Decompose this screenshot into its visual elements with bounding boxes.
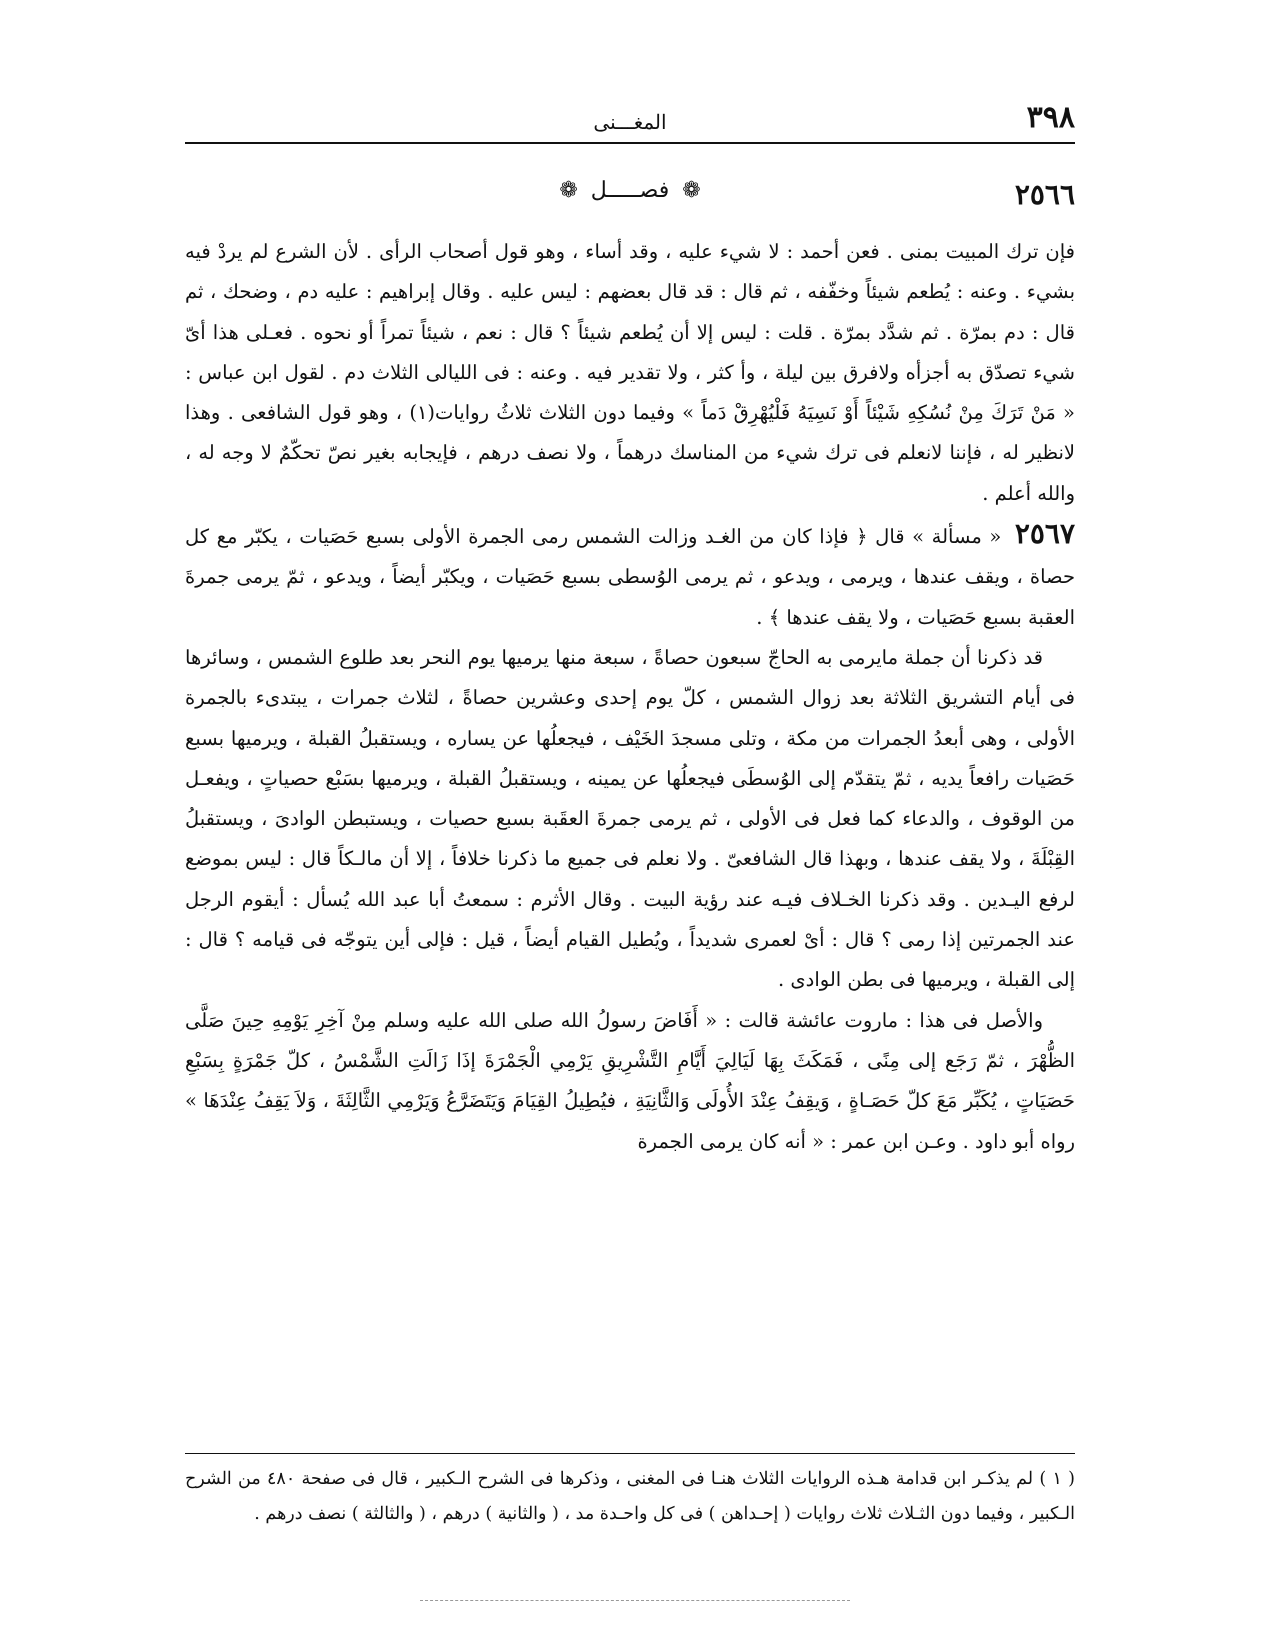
paragraph-text: « مسألة » قال ﴿ فإذا كان من الغـد وزالت الشمس رمى الجمرة الأولى بسبع حَصَيات ، يكبّر مع كل حصاة ، ويقف عندها ، ويرمى ، ويدعو ، ثم يرمى الوُسطى بسبع حَصَيات ، ويكبّر أيضاً ، ويدعو ، ثمّ يرمى جمرةَ العقبة بسبع حَصَيات ، ولا يقف عندها ﴾ . [185,525,1075,629]
paragraph [185,232,1075,514]
paragraph-text: فإن ترك المبيت بمنى . فعن أحمد : لا شيء عليه ، وقد أساء ، وهو قول أصحاب الرأى . لأن الشرع لم يردْ فيه بشيء . وعنه : يُطعم شيئاً وخفّفه ، ثم قال : قد قال بعضهم : ليس عليه . وقال إبراهيم : عليه دم ، وضحك ، ثم قال : دم بمرّة . ثم شدَّد بمرّة . قلت : ليس إلا أن يُطعم شيئاً ؟ قال : نعم ، شيئاً تمراً أو نحوه . فعـلى هذا أىّ شيء تصدّق به أجزأه ولافرق بين ليلة ، وأ كثر ، ولا تقدير فيه . وعنه : فى الليالى الثلاث دم . لقول ابن عباس : « مَنْ تَرَكَ مِنْ نُسُكِهِ شَيْئاً أَوْ نَسِيَهُ فَلْيُهْرِقْ دَماً » وفيما دون الثلاث ثلاثُ روايات(١) ، وهو قول الشافعى . وهذا لانظير له ، فإننا لانعلم فى ترك شيء من المناسك درهماً ، ولا نصف درهم ، فإيجابه بغير نصّ تحكّمٌ لا وجه له ، والله أعلم . [185,240,1075,505]
footnote-rule [185,1453,1075,1454]
section-title: فصـــــل [590,178,670,203]
paragraph-text: والأصل فى هذا : ماروت عائشة قالت : « أَفَاضَ رسولُ الله صلى الله عليه وسلم مِنْ آخِرِ يَوْمِهِ حِينَ صَلَّى الظُّهْرَ ، ثمّ رَجَع إلى مِنًى ، فَمَكَثَ بِهَا لَيَالِيَ أَيَّامِ التَّشْرِيقِ يَرْمِي الْجَمْرَةَ إذَا زَالَتِ الشَّمْسُ ، كلّ جَمْرَةٍ بِسَبْعِ حَصَيَاتٍ ، يُكَبِّر مَعَ كلّ حَصَـاةٍ ، وَيقِفُ عِنْدَ الأُولَى وَالثَّانِيَةِ ، فيُطِيلُ القِيَامَ وَيَتَضَرَّعُ وَيَرْمِي الثَّالِثَةَ ، وَلاَ يَقِفُ عِنْدَهَا » رواه أبو داود . وعـن ابن عمر : « أنه كان يرمى الجمرة [185,1008,1075,1153]
section-number: ٢٥٦٦ [1014,178,1075,211]
header-rule [185,142,1075,144]
page-number: ٣٩٨ [1026,100,1075,135]
section-title-wrap [185,178,1075,203]
issue-number: ٢٥٦٧ [1014,517,1075,551]
paragraph [185,638,1075,1001]
section-heading [185,178,1075,218]
footnote-text: ( ١ ) لم يذكـر ابن قدامة هـذه الروايات الثلاث هنـا فى المغنى ، وذكرها فى الشرح الـكبير ، قال فى صفحة ٤٨٠ من الشرح الـكبير ، وفيما دون الثـلاث ثلاث روايات ( إحـداهن ) فى كل واحـدة مد ، ( والثانية ) درهم ، ( والثالثة ) نصف درهم . [185,1469,1075,1524]
ornament-icon: ❁ [559,178,578,203]
footnote [185,1462,1075,1532]
paragraph-text: قد ذكرنا أن جملة مايرمى به الحاجّ سبعون حصاةً ، سبعة منها يرميها يوم النحر بعد طلوع الشمس ، وسائرها فى أيام التشريق الثلاثة بعد زوال الشمس ، كلّ يوم إحدى وعشرين حصاةً ، لثلاث جمرات ، يبتدىء بالجمرة الأولى ، وهى أبعدُ الجمرات من مكة ، وتلى مسجدَ الخَيْف ، فيجعلُها عن يساره ، ويستقبلُ القبلة ، ويرميها بسبع حَصَيات رافعاً يديه ، ثمّ يتقدّم إلى الوُسطَى فيجعلُها عن يمينه ، ويستقبلُ القبلة ، ويرميها بسَبْع حصياتٍ ، ويفعـل من الوقوف ، والدعاء كما فعل فى الأولى ، ثم يرمى جمرةَ العقَبة بسبع حصيات ، ويستبطن الوادىَ ، ويستقبلُ القِبْلَةَ ، ولا يقف عندها ، وبهذا قال الشافعىّ . ولا نعلم فى جميع ما ذكرنا خلافاً ، إلا أن مالـكاً قال : ليس بموضع لرفع اليـدين . وقد ذكرنا الخـلاف فيـه عند رؤية البيت . وقال الأثرم : سمعتُ أبا عبد الله يُسأل : أيقوم الرجل عند الجمرتين إذا رمى ؟ قال : أىْ لعمرى شديداً ، ويُطيل القيام أيضاً ، قيل : فإلى أين يتوجّه فى قيامه ؟ قال : إلى القبلة ، ويرميها فى بطن الوادى . [185,645,1075,992]
scan-artifact-line [420,1600,850,1601]
page-header [185,100,1075,140]
main-text [185,232,1075,1162]
paragraph [185,1001,1075,1162]
footnotes [185,1462,1075,1532]
running-title: المغـــنى [593,110,667,134]
ornament-icon: ❁ [682,178,701,203]
paragraph [185,514,1075,638]
